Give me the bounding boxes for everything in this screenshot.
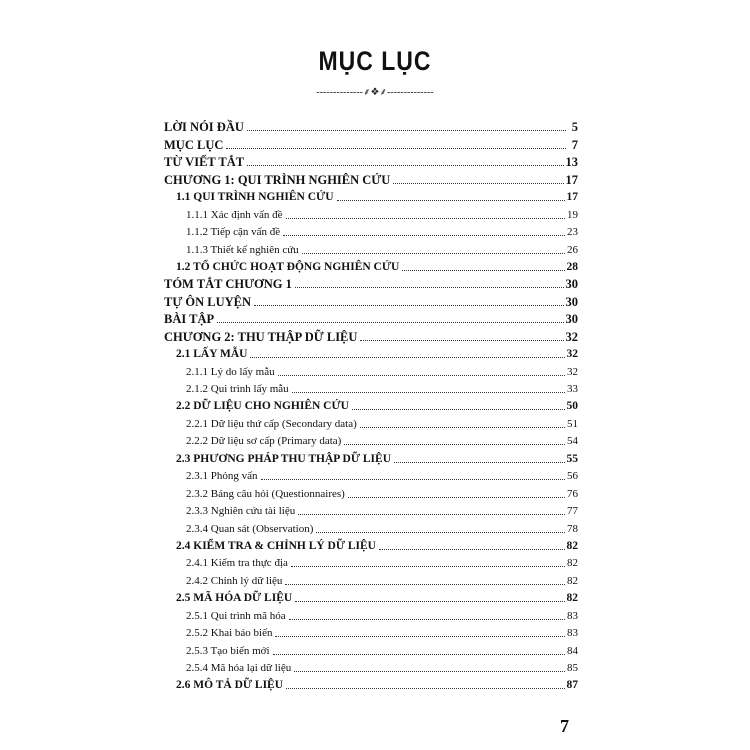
toc-entry-page: 50 — [566, 400, 578, 413]
dot-leader — [286, 217, 565, 219]
dot-leader — [247, 129, 566, 131]
toc-entry-label: CHƯƠNG 1: QUI TRÌNH NGHIÊN CỨU — [164, 172, 391, 187]
toc-entry-page: 82 — [566, 592, 578, 605]
toc-entry — [164, 292, 578, 309]
toc-entry-label: BÀI TẬP — [164, 312, 215, 327]
title-ornament: --------------⸙❖⸙-------------- — [316, 87, 434, 98]
toc-entry-label: 2.5.4 Mã hóa lại dữ liệu — [186, 662, 292, 674]
toc-entry — [164, 554, 578, 571]
toc-entry — [164, 432, 578, 449]
toc-entry-page: 17 — [565, 172, 578, 187]
toc-entry-page: 76 — [567, 487, 578, 500]
toc-entry-page: 82 — [566, 539, 578, 552]
dot-leader — [316, 531, 565, 533]
dot-leader — [360, 426, 565, 428]
toc-entry — [164, 449, 578, 466]
toc-entry-label: 2.4.1 Kiểm tra thực địa — [186, 557, 288, 570]
toc-entry-label: 2.1.2 Qui trình lấy mẫu — [186, 383, 289, 395]
toc-entry — [164, 414, 578, 431]
toc-entry-page: 32 — [565, 329, 578, 344]
page-title: MỤC LỤC — [318, 45, 432, 76]
dot-leader — [273, 653, 565, 655]
toc-entry-page: 33 — [567, 383, 578, 395]
toc-entry-label: 2.2 DỮ LIỆU CHO NGHIÊN CỨU — [176, 400, 349, 413]
dot-leader — [294, 670, 565, 672]
toc-entry — [164, 205, 578, 222]
toc-entry — [164, 519, 578, 536]
dot-leader — [402, 269, 564, 271]
toc-entry-label: 1.1.3 Thiết kế nghiên cứu — [186, 243, 299, 256]
toc-entry — [164, 589, 578, 606]
toc-entry-label: 2.3.4 Quan sát (Observation) — [186, 522, 314, 535]
toc-entry-label: TỪ VIẾT TẮT — [164, 155, 245, 170]
toc-entry-page: 13 — [565, 155, 578, 170]
toc-entry — [164, 380, 578, 397]
dot-leader — [292, 391, 565, 393]
toc-entry-page: 82 — [567, 574, 578, 587]
dot-leader — [394, 461, 564, 463]
toc-entry-page: 5 — [571, 120, 578, 135]
toc-entry-label: 2.1 LẤY MẪU — [176, 348, 248, 361]
toc-entry — [164, 258, 578, 275]
toc-entry-page: 56 — [567, 470, 578, 483]
dot-leader — [295, 286, 564, 288]
toc-entry — [164, 606, 578, 623]
toc-entry-page: 32 — [567, 365, 578, 378]
dot-leader — [352, 408, 565, 410]
toc-entry-label: 2.3.1 Phỏng vấn — [186, 470, 258, 483]
toc-entry-page: 85 — [567, 662, 578, 674]
dot-leader — [275, 635, 565, 637]
toc-entry-label: 2.5 MÃ HÓA DỮ LIỆU — [176, 592, 293, 605]
dot-leader — [254, 304, 563, 306]
toc-entry-page: 32 — [566, 348, 578, 361]
toc-entry-page: 83 — [567, 627, 578, 640]
toc-entry-label: 2.4 KIỂM TRA & CHỈNH LÝ DỮ LIỆU — [176, 539, 376, 552]
toc-entry-page: 87 — [566, 679, 578, 692]
toc-entry — [164, 188, 578, 205]
toc-entry-page: 17 — [566, 191, 578, 204]
dot-leader — [302, 252, 565, 254]
dot-leader — [278, 374, 565, 376]
dot-leader — [344, 443, 565, 445]
toc-entry-page: 23 — [567, 226, 578, 239]
dot-leader — [217, 321, 563, 323]
toc-entry — [164, 467, 578, 484]
toc-entry-label: LỜI NÓI ĐẦU — [164, 120, 244, 135]
toc-entry — [164, 676, 578, 693]
toc-entry-label: 2.6 MÔ TẢ DỮ LIỆU — [176, 679, 284, 692]
toc-entry-label: MỤC LỤC — [164, 137, 224, 152]
toc-entry — [164, 397, 578, 414]
toc-entry — [164, 240, 578, 257]
toc-entry-label: 2.2.2 Dữ liệu sơ cấp (Primary data) — [186, 435, 342, 448]
toc-entry — [164, 223, 578, 240]
toc-entry-page: 78 — [567, 522, 578, 535]
toc-entry-page: 55 — [566, 452, 578, 465]
toc-entry-page: 54 — [567, 435, 578, 448]
toc-entry-page: 7 — [571, 137, 578, 152]
toc-entry — [164, 310, 578, 327]
toc-entry-label: 2.5.1 Qui trình mã hóa — [186, 609, 286, 622]
dot-leader — [226, 147, 566, 149]
toc-entry-page: 30 — [565, 277, 578, 292]
dot-leader — [283, 234, 565, 236]
toc-entry — [164, 170, 578, 187]
toc-entry — [164, 118, 578, 135]
toc-entry-label: 1.1.2 Tiếp cận vấn đề — [186, 226, 281, 239]
dot-leader — [298, 513, 565, 515]
toc-entry — [164, 135, 578, 152]
toc-entry — [164, 484, 578, 501]
page-number: 7 — [560, 716, 569, 736]
dot-leader — [250, 356, 564, 358]
toc-entry — [164, 275, 578, 292]
toc-entry-label: 1.1 QUI TRÌNH NGHIÊN CỨU — [176, 191, 334, 204]
toc-entry — [164, 624, 578, 641]
toc-entry-label: 1.1.1 Xác định vấn đề — [186, 208, 283, 221]
toc-entry-label: 1.2 TỔ CHỨC HOẠT ĐỘNG NGHIÊN CỨU — [176, 260, 400, 273]
dot-leader — [285, 583, 565, 585]
table-of-contents — [164, 118, 578, 693]
toc-entry — [164, 641, 578, 658]
dot-leader — [348, 496, 565, 498]
dot-leader — [261, 478, 566, 480]
toc-entry-label: 2.3.2 Bảng câu hỏi (Questionnaires) — [186, 487, 345, 500]
toc-entry-label: 2.3 PHƯƠNG PHÁP THU THẬP DỮ LIỆU — [176, 452, 392, 465]
dot-leader — [393, 182, 563, 184]
toc-entry — [164, 345, 578, 362]
toc-entry-label: 2.4.2 Chỉnh lý dữ liệu — [186, 574, 283, 587]
toc-entry — [164, 327, 578, 344]
toc-entry — [164, 502, 578, 519]
toc-entry — [164, 571, 578, 588]
toc-entry-page: 77 — [567, 505, 578, 518]
toc-entry — [164, 537, 578, 554]
toc-entry-label: 2.3.3 Nghiên cứu tài liệu — [186, 505, 296, 518]
dot-leader — [247, 164, 563, 166]
toc-entry-page: 30 — [565, 312, 578, 327]
toc-entry-page: 28 — [566, 260, 578, 273]
toc-entry-label: TÓM TẮT CHƯƠNG 1 — [164, 277, 292, 292]
dot-leader — [286, 687, 564, 689]
dot-leader — [291, 565, 565, 567]
dot-leader — [295, 600, 564, 602]
toc-entry — [164, 153, 578, 170]
toc-entry-label: 2.2.1 Dữ liệu thứ cấp (Secondary data) — [186, 417, 357, 430]
toc-entry — [164, 362, 578, 379]
dot-leader — [360, 339, 563, 341]
dot-leader — [289, 618, 565, 620]
dot-leader — [379, 548, 565, 550]
toc-entry-page: 84 — [567, 644, 578, 657]
toc-entry — [164, 659, 578, 676]
toc-entry-page: 83 — [567, 609, 578, 622]
toc-entry-label: 2.5.2 Khai báo biến — [186, 627, 273, 640]
toc-entry-page: 19 — [567, 208, 578, 221]
toc-entry-label: 2.5.3 Tạo biến mới — [186, 644, 270, 657]
toc-entry-label: CHƯƠNG 2: THU THẬP DỮ LIỆU — [164, 329, 358, 344]
dot-leader — [337, 199, 565, 201]
toc-entry-page: 51 — [567, 417, 578, 430]
toc-entry-page: 82 — [567, 557, 578, 570]
toc-entry-page: 30 — [565, 294, 578, 309]
toc-entry-page: 26 — [567, 243, 578, 256]
toc-entry-label: 2.1.1 Lý do lấy mẫu — [186, 365, 275, 378]
toc-entry-label: TỰ ÔN LUYỆN — [164, 294, 252, 309]
